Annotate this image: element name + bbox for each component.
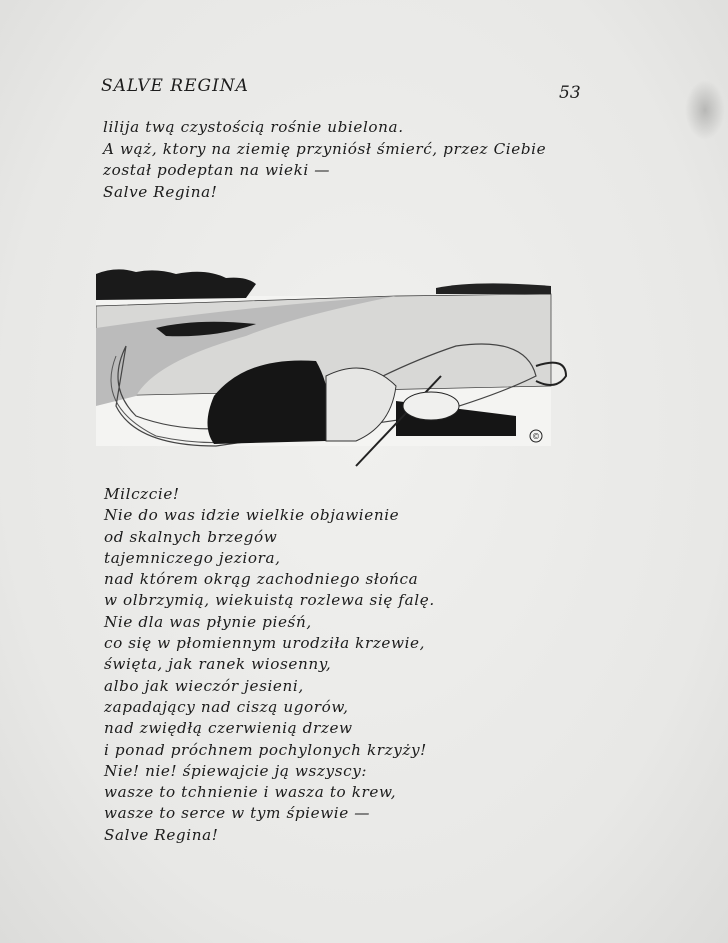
copyright-mark: © <box>532 432 540 441</box>
poem-line: lilija twą czystością rośnie ubielona. <box>103 118 404 136</box>
poem-line: Nie do was idzie wielkie objawienie <box>104 506 400 525</box>
poem-line: co się w płomiennym urodziła krzewie, <box>104 634 426 653</box>
running-title: SALVE REGINA <box>101 76 249 96</box>
page-stain <box>685 80 725 140</box>
poem-line: nad którem okrąg zachodniego słońca <box>104 570 419 589</box>
stanza-1 <box>103 117 546 203</box>
stanza-2 <box>104 484 435 846</box>
poem-line: albo jak wieczór jesieni, <box>104 676 304 695</box>
poem-line: nad zwiędłą czerwienią drzew <box>104 719 353 738</box>
poem-line: Nie dla was płynie pieśń, <box>104 612 312 631</box>
poem-line: Salve Regina! <box>104 825 219 844</box>
poem-line: wasze to tchnienie i wasza to krew, <box>104 783 397 802</box>
poem-line: Nie! nie! śpiewajcie ją wszyscy: <box>104 761 368 780</box>
poem-line: i ponad próchnem pochylonych krzyży! <box>104 740 427 759</box>
poem-line: został podeptan na wieki — <box>103 161 331 179</box>
poem-line: tajemniczego jeziora, <box>104 548 281 567</box>
illustration-woman-with-violin <box>96 266 574 486</box>
poem-line: w olbrzymią, wiekuistą rozlewa się falę. <box>104 591 435 610</box>
page-number: 53 <box>559 83 581 103</box>
poem-line: Salve Regina! <box>103 182 218 201</box>
trees-right <box>436 283 551 294</box>
trees-left <box>96 269 256 300</box>
poem-line: A wąż, ktory na ziemię przyniósł śmierć, przez Ciebie <box>103 139 547 158</box>
poem-line: od skalnych brzegów <box>104 527 278 546</box>
poem-line: zapadający nad ciszą ugorów, <box>104 697 349 716</box>
poem-line: święta, jak ranek wiosenny, <box>104 655 332 674</box>
poem-line: Milczcie! <box>104 485 180 503</box>
poem-line: wasze to serce w tym śpiewie — <box>104 804 371 823</box>
